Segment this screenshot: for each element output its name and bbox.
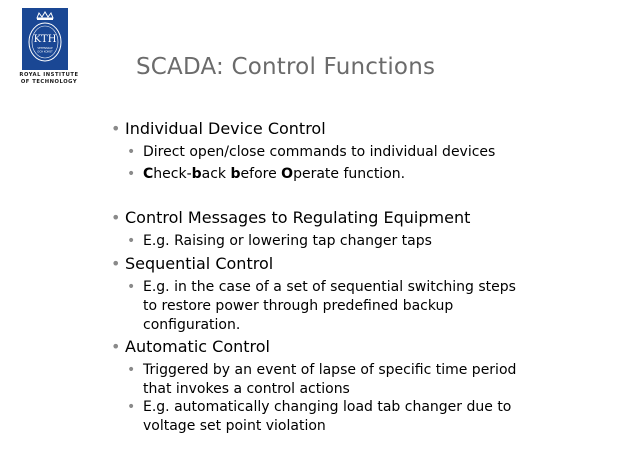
bullet-sequential-control: • Sequential Control (111, 254, 274, 273)
kth-logo (22, 8, 68, 70)
slide-title: SCADA: Control Functions (136, 54, 436, 80)
bullet-control-messages: • Control Messages to Regulating Equipment (111, 208, 471, 227)
sub-bullet-sequential-steps: • E.g. in the case of a set of sequential switching steps to restore power through predefined backup configuration. (127, 279, 516, 333)
sub-bullet-check-back: • Check-back before Operate function. (127, 166, 406, 182)
sub-bullet-tap-changer: • E.g. Raising or lowering tap changer taps (127, 233, 432, 249)
logo-text: KTH (33, 34, 57, 45)
sub-bullet-direct-commands: • Direct open/close commands to individual devices (127, 144, 496, 160)
svg-text:OCH KONST: OCH KONST (37, 50, 53, 54)
sub-bullet-load-tab-changer: • E.g. automatically changing load tab changer due to voltage set point violation (127, 399, 512, 434)
bullet-automatic-control: • Automatic Control (111, 337, 270, 356)
institute-name (9, 72, 89, 85)
institute-line-1: ROYAL INSTITUTE (19, 72, 79, 78)
svg-text:VETENSKAP: VETENSKAP (37, 47, 53, 50)
bullet-individual-device-control: • Individual Device Control (111, 119, 326, 138)
institute-line-2: OF TECHNOLOGY (20, 78, 78, 85)
sub-bullet-triggered-event: • Triggered by an event of lapse of specific time period that invokes a control actions (127, 362, 517, 397)
